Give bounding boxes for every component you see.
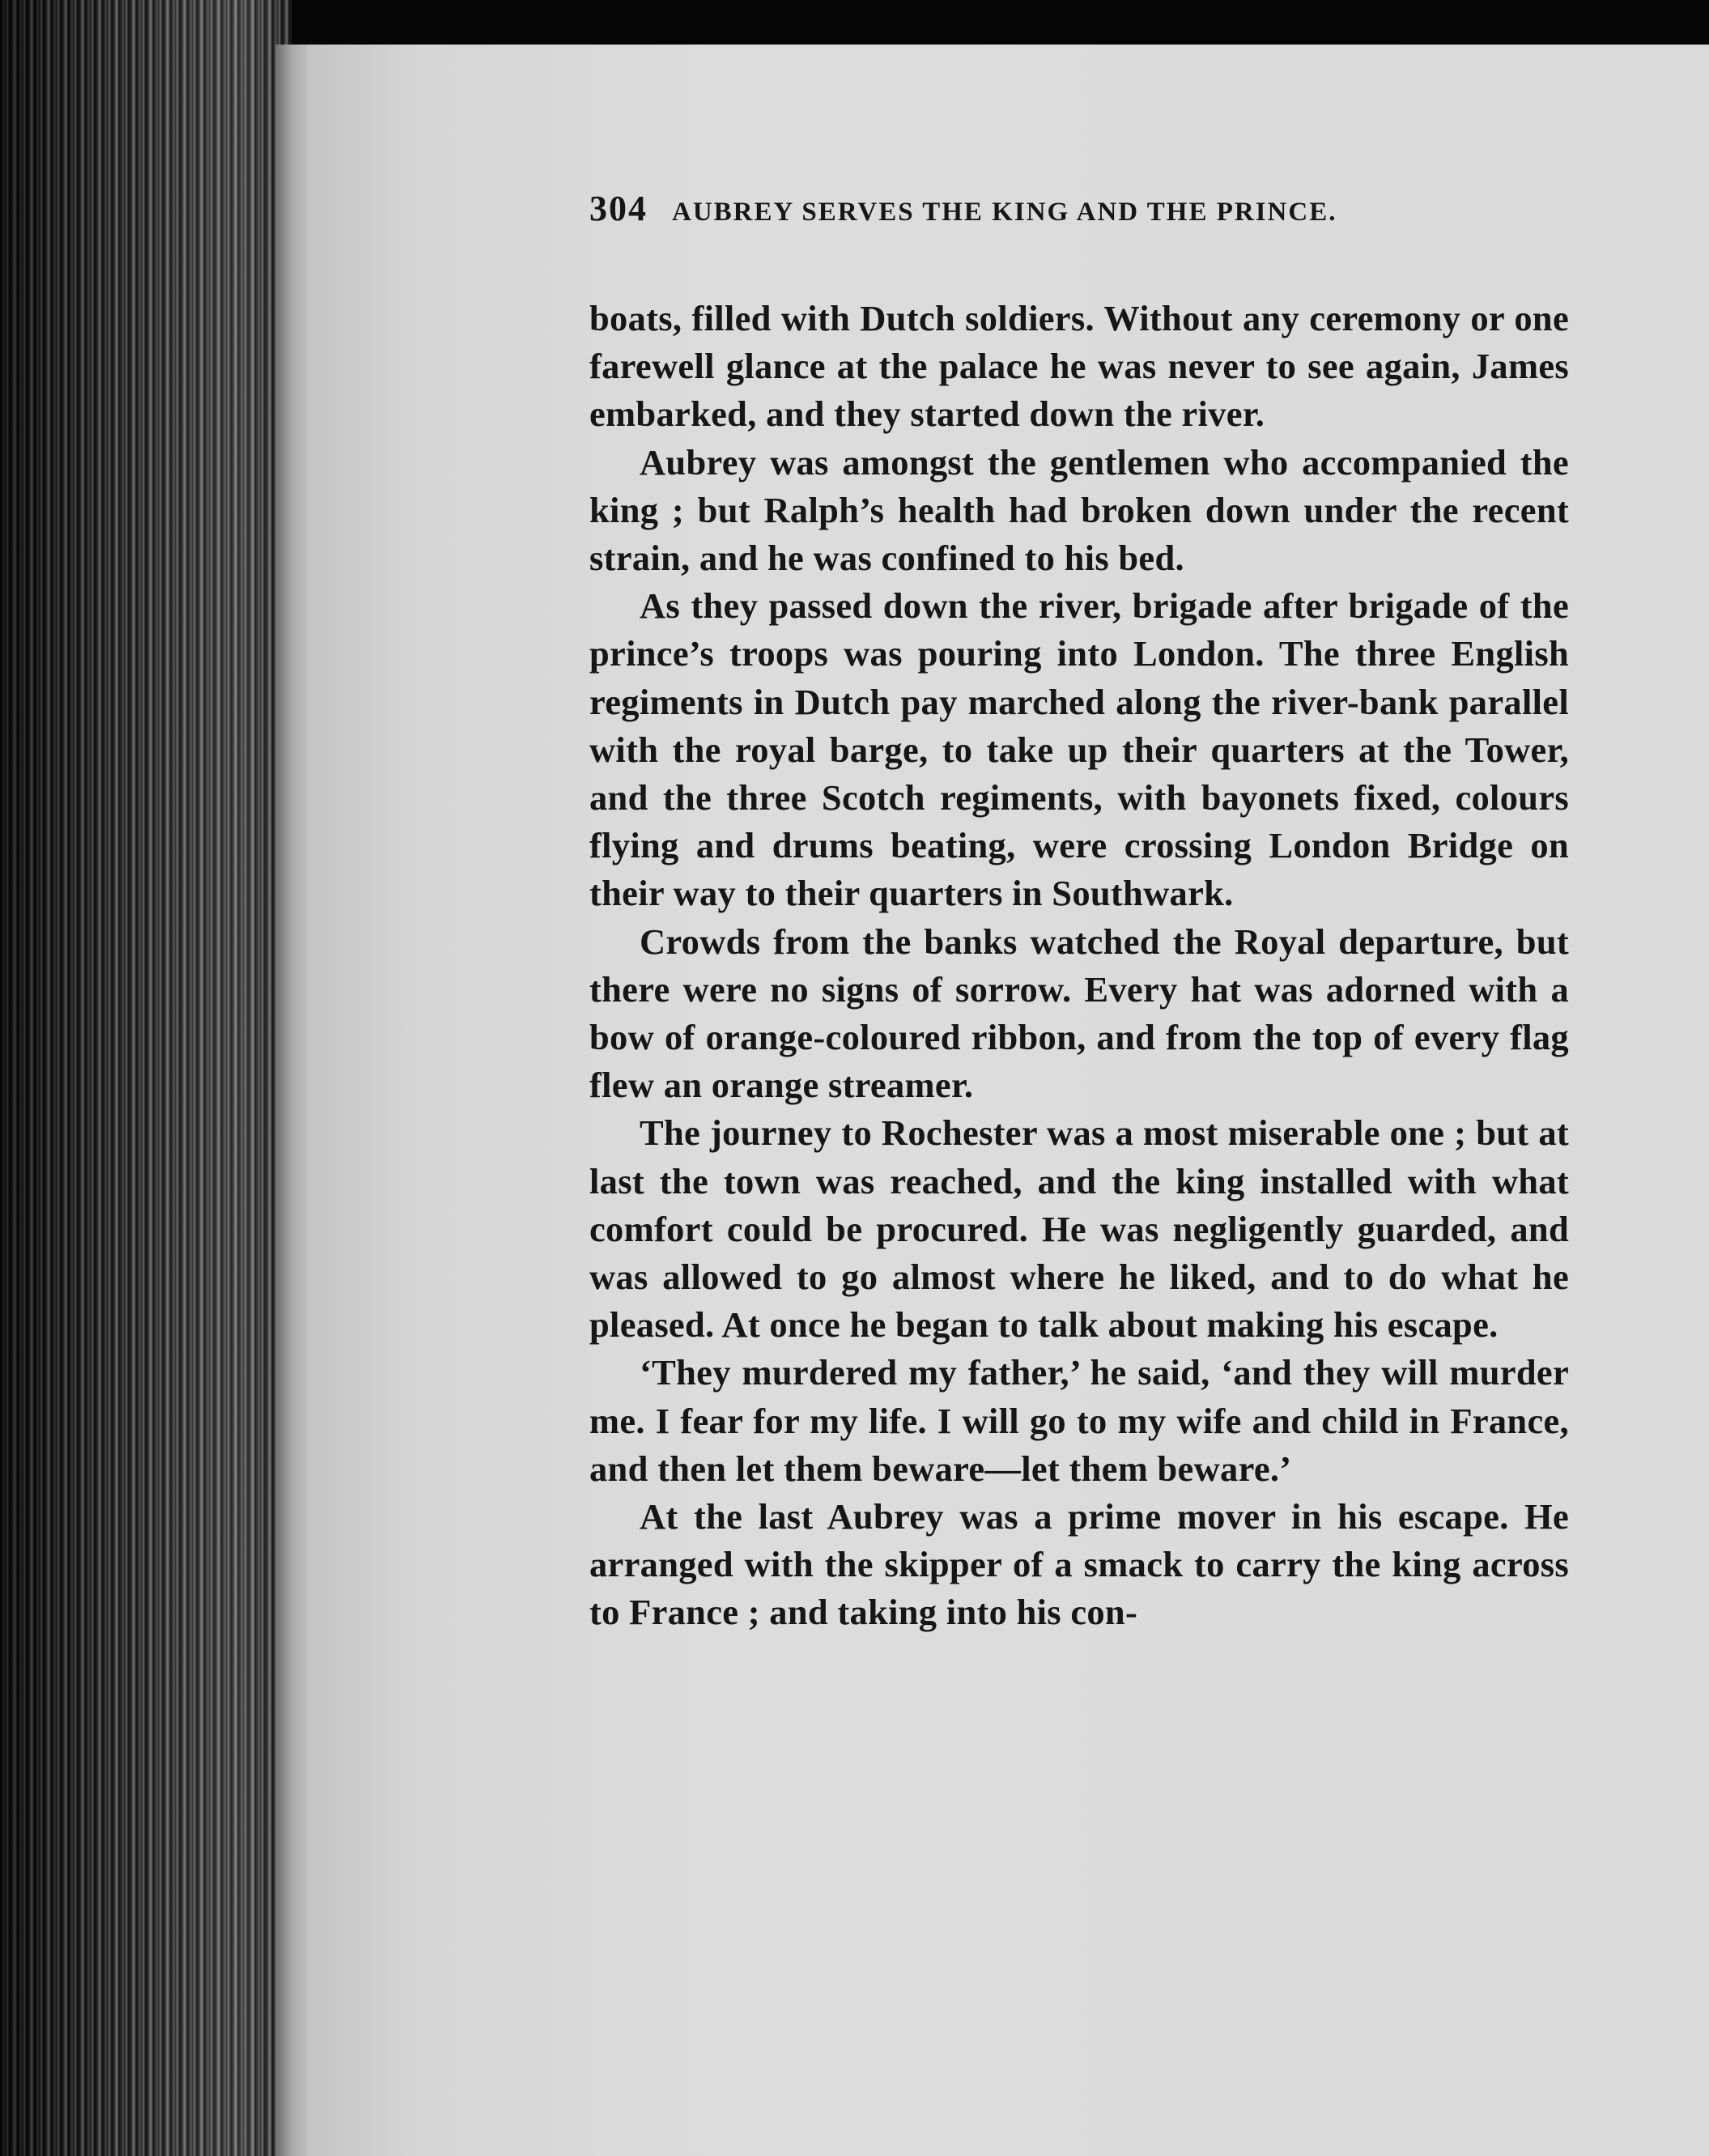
running-head xyxy=(589,188,1569,236)
running-title: AUBREY SERVES THE KING AND THE PRINCE. xyxy=(672,198,1337,227)
paragraph: As they passed down the river, brigade after brigade of the prince’s troops was pouring into London. The three English regiments in Dutch pay marched along the river-bank parallel with the royal barge, to take up their quarters at the Tower, and the three Scotch regiments, with bayonets fixed, colours flying and drums beating, were crossing London Bridge on their way to their quarters in Southwark. xyxy=(589,585,1569,914)
paragraph: ‘They murdered my father,’ he said, ‘and they will murder me. I fear for my life. I will go to my wife and child in France, and then let them beware—let them beware.’ xyxy=(589,1352,1569,1489)
paragraph: boats, filled with Dutch soldiers. Without any ceremony or one farewell glance at the palace he was never to see again, James embarked, and they started down the river. xyxy=(589,298,1569,435)
paragraph: Aubrey was amongst the gentlemen who accompanied the king ; but Ralph’s health had broken down under the recent strain, and he was confined to his bed. xyxy=(589,441,1569,579)
page-text-block xyxy=(589,188,1569,1637)
paragraph: Crowds from the banks watched the Royal departure, but there were no signs of sorrow. Every hat was adorned with a bow of orange-coloured ribbon, and from the top of every flag flew an orange streamer. xyxy=(589,921,1569,1106)
page-number: 304 xyxy=(589,189,648,228)
book-page-edges xyxy=(0,0,291,2156)
paragraph: The journey to Rochester was a most miserable one ; but at last the town was reached, and the king installed with what comfort could be procured. He was negligently guarded, and was allowed to go almost where he liked, and to do what he pleased. At once he began to talk about making his escape. xyxy=(589,1112,1569,1346)
paragraph: At the last Aubrey was a prime mover in his escape. He arranged with the skipper of a smack to carry the king across to France ; and taking into his con- xyxy=(589,1496,1569,1633)
